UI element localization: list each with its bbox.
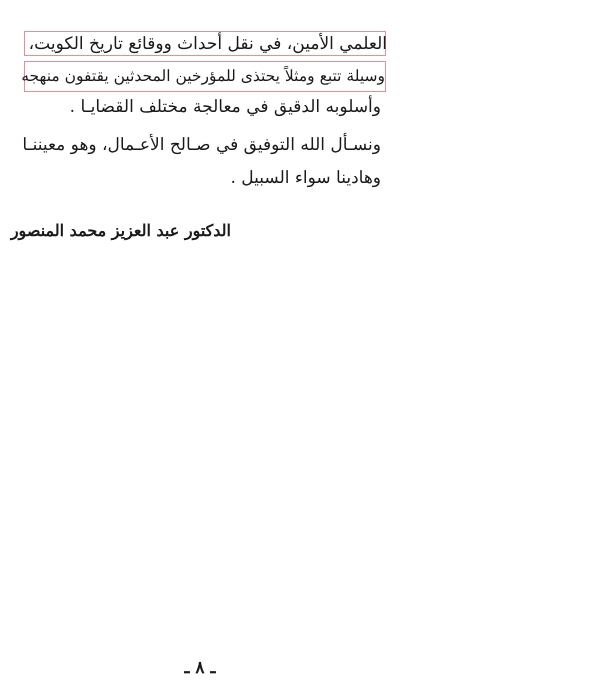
paragraph-2-line-1: ونسـأل الله التوفيق في صـالح الأعـمال، وهو معيننـا — [22, 135, 381, 155]
paragraph-1-line-3: وأسلوبه الدقيق في معالجة مختلف القضايـا . — [69, 97, 381, 117]
paragraph-1-line-2: وسيلة تتبع ومثلاً يحتذى للمؤرخين المحدثين يقتفون منهجه — [21, 67, 385, 85]
author-signature: الدكتور عبد العزيز محمد المنصور — [10, 221, 231, 240]
paragraph-1-line-1: العلمي الأمين، في نقل أحداث ووقائع تاريخ الكويت، — [28, 34, 387, 54]
page-number: ـ ٨ ـ — [184, 658, 216, 678]
paragraph-2-line-2: وهادينا سواء السبيل . — [230, 168, 381, 188]
